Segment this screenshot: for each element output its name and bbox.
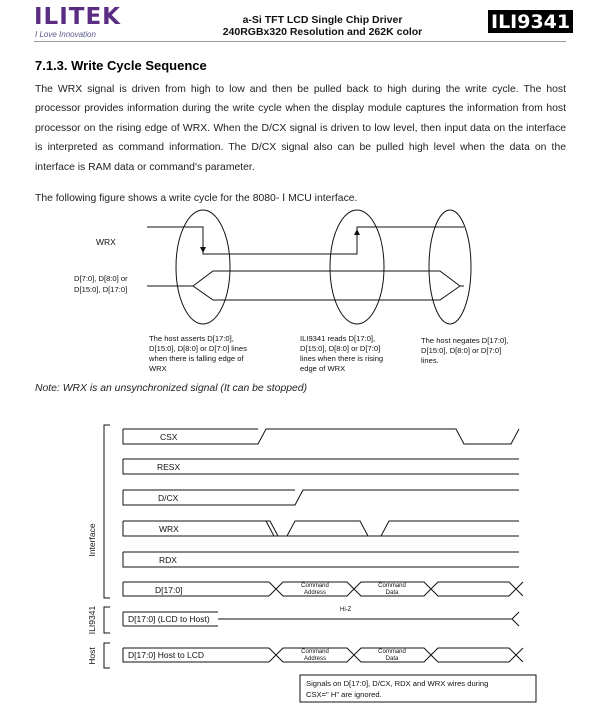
command-address-label: Command xyxy=(301,583,329,589)
document-title-line1: a-Si TFT LCD Single Chip Driver xyxy=(242,14,403,26)
svg-text:D[15:0], D[8:0] or D[7:0]: D[15:0], D[8:0] or D[7:0] xyxy=(421,346,502,355)
wrx-label: WRX xyxy=(96,237,116,247)
section-title: 7.1.3. Write Cycle Sequence xyxy=(35,58,207,73)
svg-text:The host asserts D[17:0],: The host asserts D[17:0], xyxy=(149,334,234,343)
svg-text:when there is falling edge of: when there is falling edge of xyxy=(149,354,244,363)
svg-text:WRX: WRX xyxy=(149,364,167,373)
host-command-data-label: Command xyxy=(378,649,406,655)
signal-dcx-label: D/CX xyxy=(158,493,179,503)
ilitek-logo: ILITEK xyxy=(34,4,121,30)
svg-text:edge of WRX: edge of WRX xyxy=(300,364,346,373)
svg-text:lines when there is rising: lines when there is rising xyxy=(300,354,384,363)
data-interface-waveform xyxy=(123,582,269,596)
svg-text:lines.: lines. xyxy=(421,356,439,365)
figure-intro-text: The following figure shows a write cycle for the 8080- Ⅰ MCU interface. xyxy=(35,193,358,204)
svg-text:ILI9341 reads D[17:0],: ILI9341 reads D[17:0], xyxy=(300,334,376,343)
signal-resx-label: RESX xyxy=(157,462,181,472)
data-bus-label-line1: D[7:0], D[8:0] or xyxy=(74,274,128,283)
signal-rdx-label: RDX xyxy=(159,555,177,565)
section-paragraph: The WRX signal is driven from high to low and then be pulled back to high during the write cycle. The host processor provides information during the write cycle when the display module captures the information from host processor on the rising edge of WRX. When the D/CX signal is driven to low level, then input data on the interface is interpreted as command information. The D/CX signal also can be pulled high level when the data on the interface is RAM data or command's parameter. xyxy=(35,84,566,173)
svg-text:Address: Address xyxy=(303,656,327,662)
host-command-address-label: Command xyxy=(301,649,329,655)
wrx-timing-waveform xyxy=(123,521,519,536)
svg-text:Data: Data xyxy=(385,590,399,596)
dcx-waveform xyxy=(123,490,519,505)
logo-tagline: I Love Innovation xyxy=(35,30,96,39)
svg-text:Address: Address xyxy=(303,590,327,596)
hiz-label: Hi-Z xyxy=(340,607,352,613)
document-title-line2: 240RGBx320 Resolution and 262K color xyxy=(222,26,423,38)
signal-data-label: D[17:0] xyxy=(155,585,183,595)
svg-text:The host negates D[17:0],: The host negates D[17:0], xyxy=(421,336,509,345)
svg-text:D[15:0], D[8:0] or D[7:0] line: D[15:0], D[8:0] or D[7:0] lines xyxy=(149,344,247,353)
host-group-label: Host xyxy=(87,647,97,665)
rdx-waveform xyxy=(123,552,519,567)
footnote-line2: CSX=" H" are ignored. xyxy=(306,690,382,699)
data-bus-label-line2: D[15:0], D[17:0] xyxy=(74,285,128,294)
svg-text:Data: Data xyxy=(385,656,399,662)
signal-csx-label: CSX xyxy=(160,432,178,442)
signal-wrx-label: WRX xyxy=(159,524,179,534)
csx-waveform xyxy=(123,429,519,444)
resx-waveform xyxy=(123,459,519,474)
command-data-label: Command xyxy=(378,583,406,589)
host-to-lcd-label: D[17:0] Host to LCD xyxy=(128,650,205,660)
ili9341-group-label: ILI9341 xyxy=(87,605,97,635)
svg-text:D[15:0], D[8:0] or D[7:0]: D[15:0], D[8:0] or D[7:0] xyxy=(300,344,381,353)
interface-group-label: Interface xyxy=(87,523,97,557)
unsynchronized-note: Note: WRX is an unsynchronized signal (It can be stopped) xyxy=(35,383,308,394)
footnote-line1: Signals on D[17:0], D/CX, RDX and WRX wires during xyxy=(306,679,489,688)
lcd-to-host-label: D[17:0] (LCD to Host) xyxy=(128,614,210,624)
part-number-badge: ILI9341 xyxy=(488,10,573,33)
